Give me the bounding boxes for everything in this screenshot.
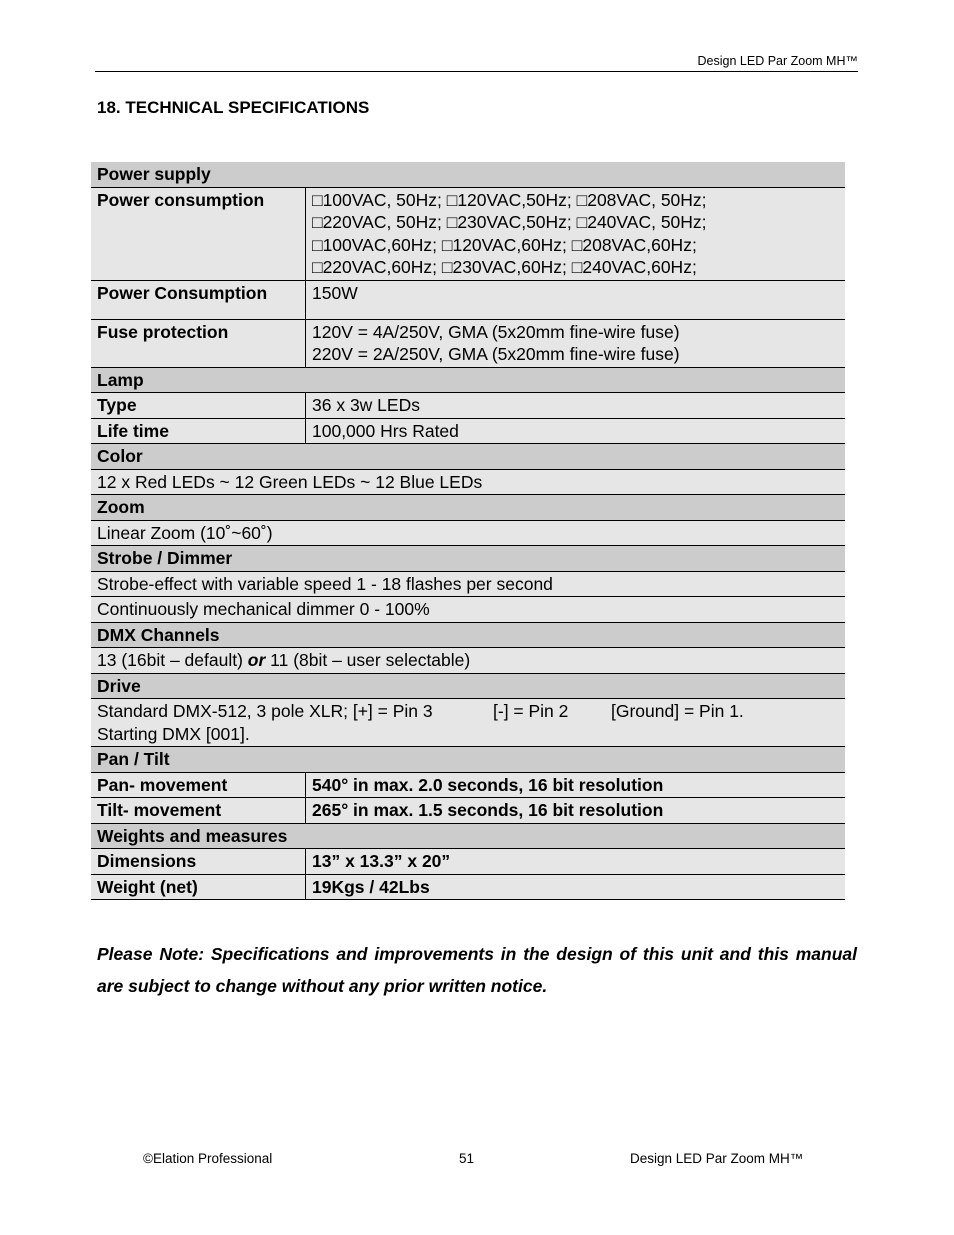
- row-weight: [91, 874, 845, 900]
- row-strobe-value: [91, 571, 845, 597]
- value-pan-movement: 540° in max. 2.0 seconds, 16 bit resolution: [306, 772, 846, 798]
- heading-drive: Drive: [91, 673, 845, 699]
- drive-pin-minus: [-] = Pin 2: [493, 701, 569, 721]
- value-lamp-life: 100,000 Hrs Rated: [306, 418, 846, 444]
- heading-color: Color: [91, 444, 845, 470]
- dmx-value-before: 13 (16bit – default): [97, 650, 248, 670]
- value-zoom: Linear Zoom (10˚~60˚): [91, 520, 845, 546]
- value-color: 12 x Red LEDs ~ 12 Green LEDs ~ 12 Blue LEDs: [91, 469, 845, 495]
- value-weight: 19Kgs / 42Lbs: [306, 874, 846, 900]
- disclaimer-note: Please Note: Specifications and improvements in the design of this unit and this manual are subject to change without any prior written notice.: [97, 944, 857, 996]
- heading-weights-measures: Weights and measures: [91, 823, 845, 849]
- value-strobe: Strobe-effect with variable speed 1 - 18 flashes per second: [91, 571, 845, 597]
- page-number: 51: [459, 1151, 475, 1166]
- label-power-wattage: Power Consumption: [91, 280, 306, 319]
- row-power-consumption-voltages: [91, 187, 845, 280]
- voltage-line: □100VAC, 50Hz; □120VAC,50Hz; □208VAC, 50Hz;: [312, 189, 707, 210]
- value-power-consumption: [306, 187, 846, 280]
- row-color-value: [91, 469, 845, 495]
- row-color-heading: [91, 444, 845, 470]
- drive-line-1: [97, 700, 839, 723]
- value-fuse-protection: [306, 319, 846, 367]
- row-strobe-heading: [91, 546, 845, 572]
- row-weights-heading: [91, 823, 845, 849]
- heading-pan-tilt: Pan / Tilt: [91, 747, 845, 773]
- label-tilt-movement: Tilt- movement: [91, 798, 306, 824]
- dmx-value-or: or: [247, 650, 266, 670]
- row-zoom-value: [91, 520, 845, 546]
- heading-dmx-channels: DMX Channels: [91, 622, 845, 648]
- heading-lamp: Lamp: [91, 367, 845, 393]
- row-pan-tilt-heading: [91, 747, 845, 773]
- value-drive: [91, 699, 845, 747]
- value-tilt-movement: 265° in max. 1.5 seconds, 16 bit resolution: [306, 798, 846, 824]
- value-power-wattage: 150W: [306, 280, 846, 319]
- row-power-wattage: [91, 280, 845, 319]
- row-zoom-heading: [91, 495, 845, 521]
- value-dimmer: Continuously mechanical dimmer 0 - 100%: [91, 597, 845, 623]
- specifications-table: [91, 162, 845, 900]
- label-pan-movement: Pan- movement: [91, 772, 306, 798]
- dmx-value-after: 11 (8bit – user selectable): [265, 650, 471, 670]
- label-weight: Weight (net): [91, 874, 306, 900]
- row-lamp-heading: [91, 367, 845, 393]
- heading-power-supply: Power supply: [91, 162, 845, 187]
- label-lamp-type: Type: [91, 393, 306, 419]
- heading-zoom: Zoom: [91, 495, 845, 521]
- value-dimensions: 13” x 13.3” x 20”: [306, 849, 846, 875]
- value-dmx-channels: [91, 648, 845, 674]
- fuse-line: 120V = 4A/250V, GMA (5x20mm fine-wire fuse): [312, 321, 680, 342]
- footer-copyright: ©Elation Professional: [143, 1151, 273, 1166]
- voltage-line: □220VAC,60Hz; □230VAC,60Hz; □240VAC,60Hz;: [312, 257, 697, 277]
- fuse-line: 220V = 2A/250V, GMA (5x20mm fine-wire fuse): [312, 344, 680, 364]
- row-dimensions: [91, 849, 845, 875]
- label-fuse-protection: Fuse protection: [91, 319, 306, 367]
- footer-title: Design LED Par Zoom MH™: [630, 1151, 804, 1166]
- row-power-supply-heading: [91, 162, 845, 187]
- row-dmx-heading: [91, 622, 845, 648]
- row-fuse-protection: [91, 319, 845, 367]
- row-lamp-type: [91, 393, 845, 419]
- row-pan-movement: [91, 772, 845, 798]
- voltage-line: □220VAC, 50Hz; □230VAC,50Hz; □240VAC, 50Hz;: [312, 212, 707, 232]
- label-lamp-life: Life time: [91, 418, 306, 444]
- row-tilt-movement: [91, 798, 845, 824]
- row-drive-value: [91, 699, 845, 747]
- heading-strobe-dimmer: Strobe / Dimmer: [91, 546, 845, 572]
- drive-line-2: Starting DMX [001].: [97, 723, 250, 744]
- row-dimmer-value: [91, 597, 845, 623]
- row-lamp-life: [91, 418, 845, 444]
- value-lamp-type: 36 x 3w LEDs: [306, 393, 846, 419]
- label-dimensions: Dimensions: [91, 849, 306, 875]
- drive-pin-plus: Standard DMX-512, 3 pole XLR; [+] = Pin 3: [97, 701, 433, 721]
- voltage-line: □100VAC,60Hz; □120VAC,60Hz; □208VAC,60Hz;: [312, 234, 697, 255]
- row-dmx-value: [91, 648, 845, 674]
- label-power-consumption: Power consumption: [91, 187, 306, 280]
- running-header: Design LED Par Zoom MH™: [697, 54, 858, 68]
- section-title: 18. TECHNICAL SPECIFICATIONS: [97, 98, 370, 117]
- row-drive-heading: [91, 673, 845, 699]
- header-rule: [95, 71, 858, 72]
- drive-pin-ground: [Ground] = Pin 1.: [611, 701, 744, 721]
